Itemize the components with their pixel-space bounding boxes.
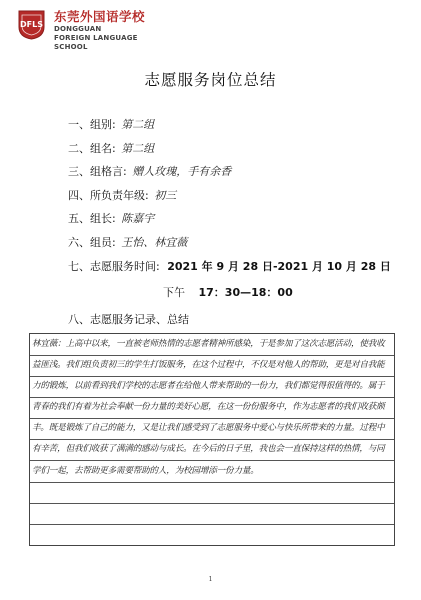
field-service-date: [68, 258, 391, 274]
field-label: 六、组员:: [68, 236, 116, 249]
field-label: 七、志愿服务时间:: [68, 260, 160, 273]
field-value: 王怡、林宜薇: [121, 236, 188, 249]
document-title: 志愿服务岗位总结: [144, 71, 277, 89]
field-value: 初三: [154, 189, 177, 202]
field-label: 五、组长:: [68, 212, 116, 225]
field-label: 四、所负责年级:: [68, 189, 149, 202]
field-label: 一、组别:: [68, 118, 116, 131]
field-label: 二、组名:: [68, 142, 116, 155]
record-handwritten-text: 林宜薇：上高中以来，一直被老师热情的志愿者精神所感染，于是参加了这次志愿活动，使我收益匪浅。我们组负责初三的学生打饭服务，在这个过程中，不仅是对他人的帮助，更是对自我能力的锻炼，以前看到我们学校的志愿者在给他人带来帮助的一份力，我们都觉得很值得的。属于青春的我们有着为社会奉献一份力量的美好心愿，在这一份份服务中，作为志愿者的我们收获颇丰。既是锻炼了自己的能力，又是让我们感受到了志愿服务中爱心与快乐所带来的力量。过程中有辛苦，但我们收获了满满的感动与成长。在今后的日子里，我也会一直保持这样的热情，与同学们一起，去帮助更多需要帮助的人，为校园增添一份力量。: [32, 339, 385, 476]
field-leader: [68, 210, 154, 226]
field-label: 三、组格言:: [68, 165, 127, 178]
field-group-motto: [68, 163, 231, 179]
field-service-time: [163, 284, 293, 300]
field-members: [68, 234, 187, 250]
field-value: 第二组: [121, 118, 155, 131]
page-number: 1: [208, 576, 213, 583]
school-name-en-line1: DONGGUAN: [54, 25, 102, 33]
school-name-cn: 东莞外国语学校: [54, 9, 146, 24]
field-group-name: [68, 140, 154, 156]
field-group-number: [68, 116, 154, 132]
record-label: 八、志愿服务记录、总结: [68, 313, 189, 326]
field-value: 赠人玫瑰，手有余香: [132, 165, 232, 178]
svg-text:DFLS: DFLS: [20, 20, 43, 29]
school-name-en-line2: FOREIGN LANGUAGE: [54, 34, 138, 42]
school-name-en-line3: SCHOOL: [54, 43, 88, 51]
service-date-range: 2021 年 9 月 28 日-2021 月 10 月 28 日: [167, 260, 391, 273]
field-value: 陈嘉宇: [121, 212, 155, 225]
school-crest-logo: [18, 10, 45, 40]
field-value: 第二组: [121, 142, 155, 155]
field-grade: [68, 187, 176, 203]
service-time-range: 17：30—18：00: [198, 286, 293, 299]
service-time-label: 下午: [163, 286, 185, 299]
